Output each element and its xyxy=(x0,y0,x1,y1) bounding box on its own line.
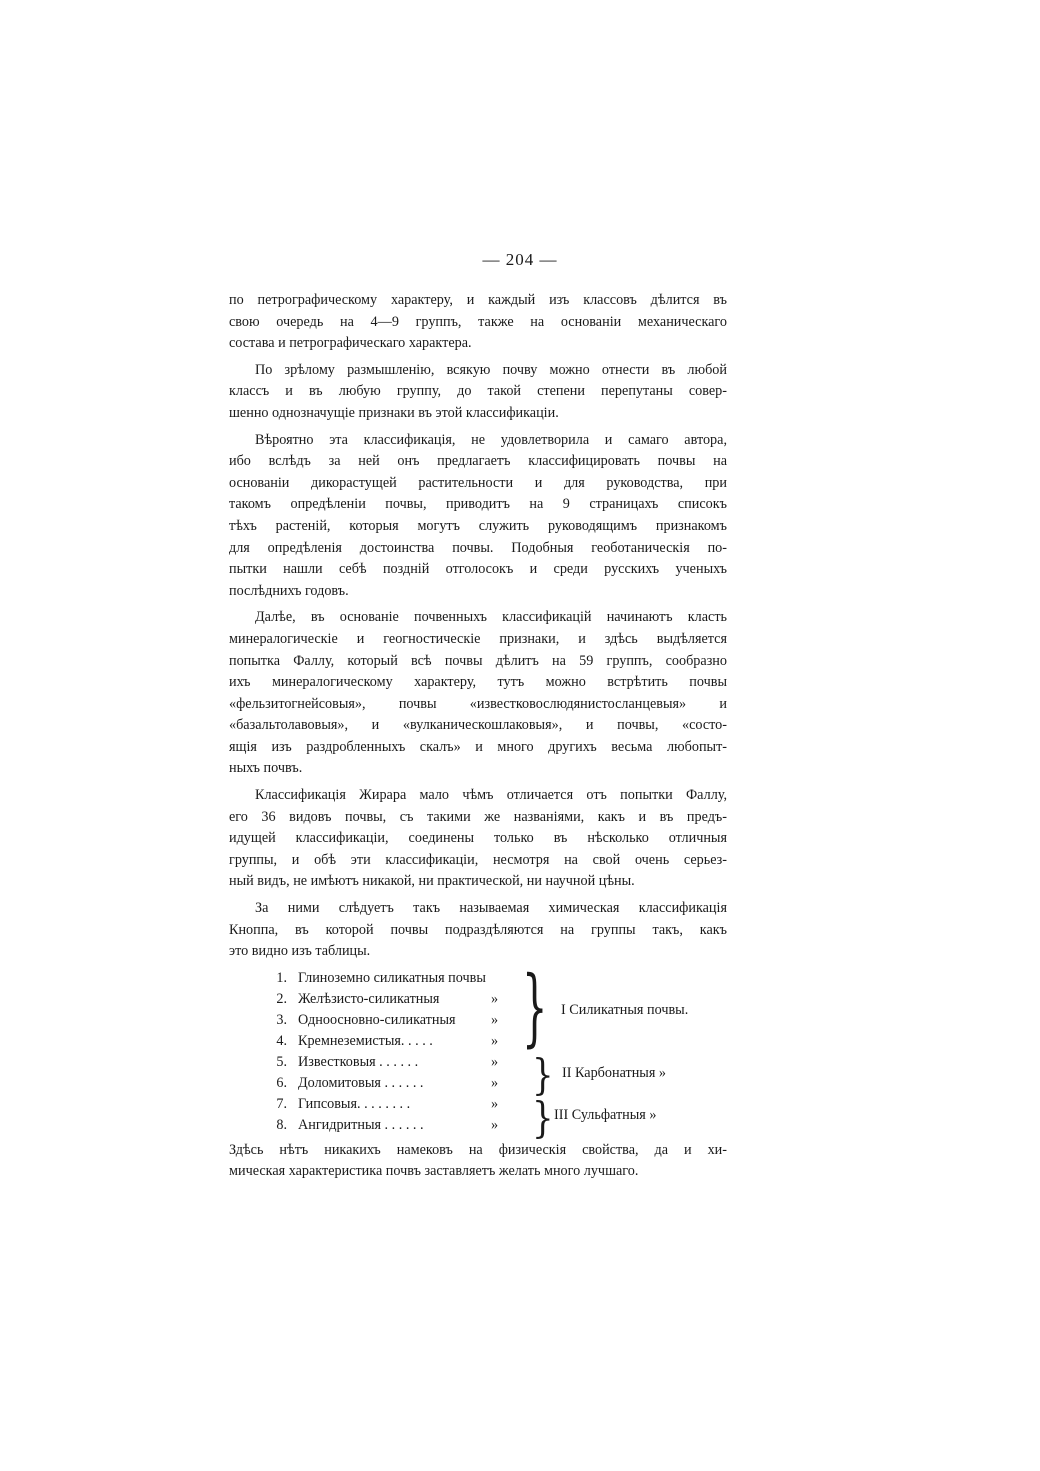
row-number: 5. xyxy=(276,1053,287,1070)
ditto-mark: » xyxy=(491,1074,499,1091)
ditto-mark: » xyxy=(491,1116,499,1133)
row-number: 4. xyxy=(276,1032,287,1049)
text-line: основаніи дикорастущей растительности и для руководства, при xyxy=(229,474,727,491)
ditto-mark: » xyxy=(491,1095,499,1112)
text-line: ибо вслѣдъ за ней онъ предлагаетъ классифицировать почвы на xyxy=(229,453,727,470)
text-line: попытка Фаллу, который всѣ почвы дѣлитъ на 59 группъ, сообразно xyxy=(229,652,727,669)
paragraph-3 xyxy=(229,430,727,603)
soil-classification-table xyxy=(229,959,727,1144)
text-line: для опредѣленія достоинства почвы. Подобныя геоботаническія по- xyxy=(229,539,727,556)
text-line: ный видъ, не имѣютъ никакой, ни практической, ни научной цѣны. xyxy=(229,873,635,890)
text-line: это видно изъ таблицы. xyxy=(229,943,371,960)
text-line: По зрѣлому размышленію, всякую почву можно отнести въ любой xyxy=(255,361,727,378)
text-line: Кноппа, въ которой почвы подраздѣляются на группы такъ, какъ xyxy=(229,921,727,938)
group-label-silicate: I Силикатныя почвы. xyxy=(561,1001,689,1018)
text-line: За ними слѣдуетъ такъ называемая химическая классификація xyxy=(255,900,727,917)
paragraph-4 xyxy=(229,607,727,780)
row-number: 6. xyxy=(276,1074,287,1091)
paragraph-1 xyxy=(229,290,727,355)
text-line: ящія изъ раздробленныхъ скалъ» и много другихъ весьма любопыт- xyxy=(229,738,727,755)
body-text xyxy=(229,290,727,1188)
right-brace-icon: } xyxy=(532,1050,554,1101)
ditto-mark: » xyxy=(491,1053,499,1070)
row-name: Кремнеземистыя. . . . . xyxy=(298,1032,433,1049)
text-line: шенно однозначущіе признаки въ этой классификаціи. xyxy=(229,404,559,421)
paragraph-6 xyxy=(229,898,727,963)
text-line: «базальтолавовыя», и «вулканическошлаковыя», и почвы, «состо- xyxy=(229,717,727,734)
paragraph-2 xyxy=(229,360,727,425)
row-name: Известковыя . . . . . . xyxy=(298,1053,419,1070)
text-line: его 36 видовъ почвы, съ такими же названіями, какъ и въ предъ- xyxy=(229,808,727,825)
text-line: «фельзитогнейсовыя», почвы «известковослюдянистосланцевыя» и xyxy=(229,695,727,712)
text-line: Вѣроятно эта классификація, не удовлетворила и самаго автора, xyxy=(255,431,727,448)
text-line: Классификація Жирара мало чѣмъ отличается отъ попытки Фаллу, xyxy=(255,787,727,804)
text-line: ныхъ почвъ. xyxy=(229,760,303,777)
row-name: Доломитовыя . . . . . . xyxy=(298,1074,424,1091)
text-line: идущей классификаціи, соединены только въ нѣсколько отличныя xyxy=(229,830,727,847)
ditto-mark: » xyxy=(491,990,499,1007)
row-number: 8. xyxy=(276,1116,287,1133)
row-name: Гипсовыя. . . . . . . . xyxy=(298,1095,411,1112)
row-number: 7. xyxy=(276,1095,287,1112)
text-line: Далѣе, въ основаніе почвенныхъ классификацій начинаютъ класть xyxy=(255,609,727,626)
text-line: ихъ минералогическому характеру, тутъ можно встрѣтить почвы xyxy=(229,674,727,691)
row-name: Ангидритныя . . . . . . xyxy=(298,1116,424,1133)
text-line: свою очередь на 4—9 группъ, также на основаніи механическаго xyxy=(229,313,727,330)
page-number: — 204 — xyxy=(482,250,558,269)
text-line: группы, и обѣ эти классификаціи, несмотря на свой очень серьез- xyxy=(229,851,727,868)
row-number: 2. xyxy=(276,990,287,1007)
text-line: такомъ опредѣленіи почвы, приводитъ на 9 страницахъ списокъ xyxy=(229,496,727,513)
text-line: тѣхъ растеній, которыя могутъ служить руководящимъ признакомъ xyxy=(229,517,727,534)
text-line: пытки нашли себѣ поздній отголосокъ и среди русскихъ ученыхъ xyxy=(229,561,727,578)
paragraph-5 xyxy=(229,785,727,893)
text-line: классъ и въ любую группу, до такой степени перепутаны совер- xyxy=(229,383,727,400)
row-number: 3. xyxy=(276,1011,287,1028)
text-line: по петрографическому характеру, и каждый изъ классовъ дѣлится въ xyxy=(229,292,727,308)
text-line: состава и петрографическаго характера. xyxy=(229,335,472,352)
closing-paragraph xyxy=(229,1140,727,1183)
text-line: послѣднихъ годовъ. xyxy=(229,582,349,599)
text-line: минералогическіе и геогностическіе признаки, и здѣсь выдѣляется xyxy=(229,630,727,647)
group-label-sulfate: III Сульфатныя » xyxy=(554,1106,657,1123)
text-line: Здѣсь нѣтъ никакихъ намековъ на физическія свойства, да и хи- xyxy=(229,1141,727,1158)
ditto-mark: » xyxy=(491,1032,499,1049)
row-number: 1. xyxy=(276,969,287,986)
group-label-carbonate: II Карбонатныя » xyxy=(562,1064,666,1081)
row-name: Желѣзисто-силикатныя xyxy=(298,990,440,1007)
ditto-mark: » xyxy=(491,1011,499,1028)
row-name: Одноосновно-силикатныя xyxy=(298,1011,456,1028)
right-brace-icon: } xyxy=(522,959,548,1057)
right-brace-icon: } xyxy=(532,1093,554,1144)
text-line: мическая характеристика почвъ заставляетъ желать много лучшаго. xyxy=(229,1163,639,1180)
row-name: Глиноземно силикатныя почвы xyxy=(298,969,486,986)
